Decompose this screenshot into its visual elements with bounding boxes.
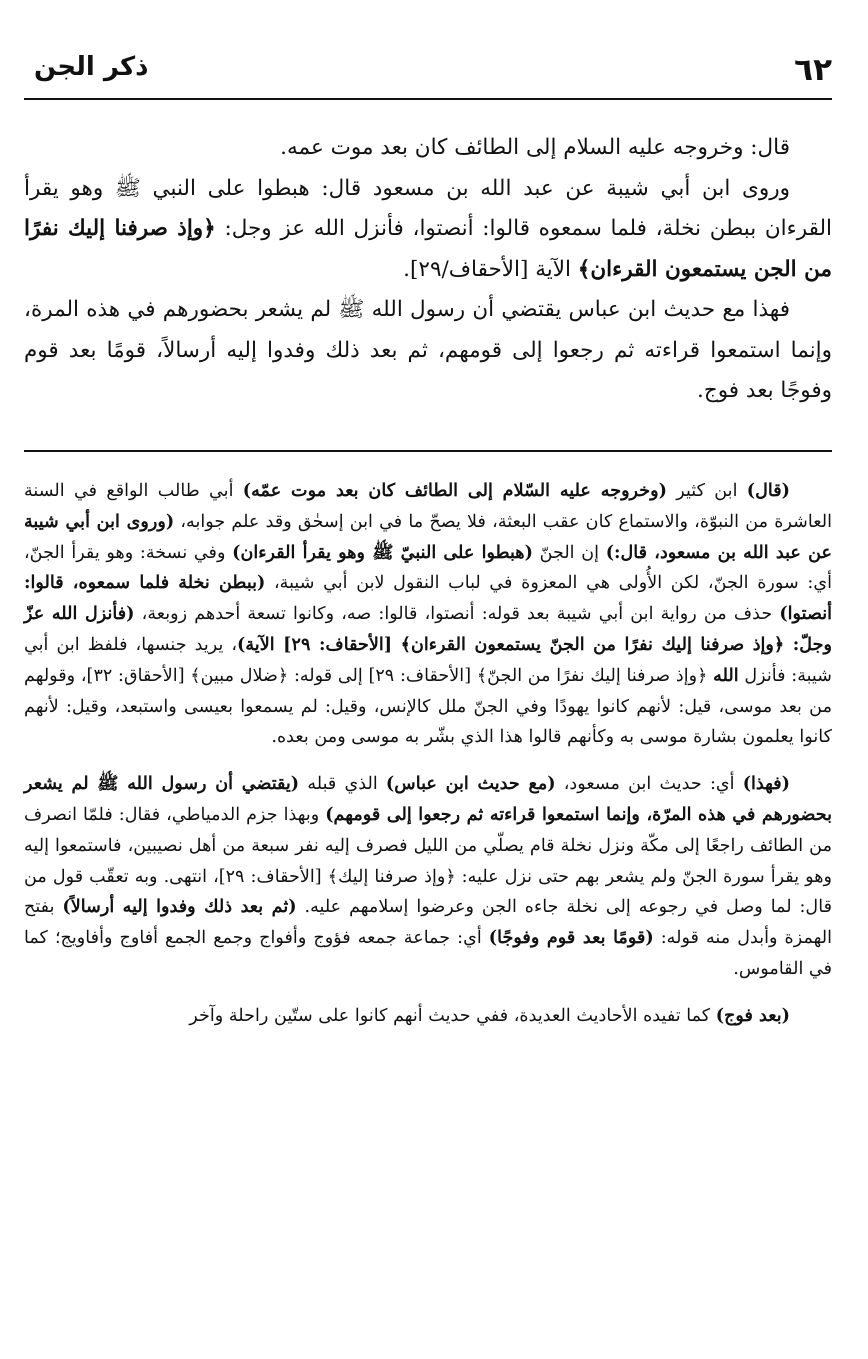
commentary-text: كما تفيده الأحاديث العديدة، ففي حديث أنهم كانوا على ستّين راحلة وآخر: [189, 1005, 716, 1026]
commentary-text: حذف من رواية ابن أبي شيبة بعد قوله: أنصتوا، قالوا: صه، وكانوا تسعة أحدهم زوبعة،: [134, 604, 780, 625]
commentary-quoted-text: (قومًا بعد قوم وفوجًا): [488, 927, 654, 949]
commentary-quoted-text: (ثم بعد ذلك وفدوا إليه أرسالاً): [62, 896, 297, 918]
commentary-quoted-text: (يقتضي أن رسول الله ﷺ لم يشعر بحضورهم في هذه المرّة، وإنما استمعوا قراءته ثم رجعوا إلى قومهم): [24, 773, 832, 825]
commentary-paragraph: [24, 476, 832, 753]
commentary-paragraph: [24, 1001, 832, 1032]
commentary-quoted-text: (مع حديث ابن عباس): [385, 773, 556, 795]
commentary-quoted-text: (ببطن نخلة فلما سمعوه، قالوا: أنصتوا): [24, 572, 832, 625]
main-paragraph-1: قال: وخروجه عليه السلام إلى الطائف كان بعد موت عمه.: [280, 135, 790, 160]
commentary-quoted-text: (فهذا): [742, 773, 791, 795]
commentary-quoted-text: (فأنزل الله عزّ وجلّ: ﴿وإذ صرفنا إليك نفرًا من الجنّ يستمعون القرءان﴾ [الأحقاف: ٢٩] الآية): [24, 603, 832, 655]
commentary-text: أبي طالب الواقع في السنة العاشرة من النبوّة، والاستماع كان عقب البعثة، فلا يصحّ ما في ابن إسحٰق وقد علم جوابه،: [24, 481, 832, 532]
separator-line: [24, 450, 832, 452]
commentary-text: أي: حديث ابن مسعود،: [555, 774, 743, 795]
commentary-text: الذي قبله: [299, 774, 386, 795]
running-title: ذكر الجن: [34, 52, 149, 82]
commentary-paragraph: [24, 769, 832, 985]
commentary-quoted-text: (وروى ابن أبي شيبة عن عبد الله بن مسعود، قال:): [24, 510, 832, 563]
commentary-text: ﴿وإذ صرفنا إليك نفرًا من الجنّ﴾ [الأحقاف: ٢٩] إلى قوله: ﴿ضلال مبين﴾ [الأحقاق: ٣٢]، وقولهم من بعد موسى، قيل: لأنهم كانوا يهودًا وفي الجنّ ملل كالإنس، وقيل: لم يسمعوا بعيسى واستبعد، وقيل: لأنهم كانوا يعلمون بشارة موسى به وكأنهم قالوا هذا الذي بشّر به موسى ومن بعده.: [24, 665, 832, 748]
commentary-text: إن الجنّ: [532, 542, 606, 563]
main-paragraph-3: فهذا مع حديث ابن عباس يقتضي أن رسول الله ﷺ لم يشعر بحضورهم في هذه المرة، وإنما استمعوا قراءته ثم رجعوا إلى قومهم، ثم بعد ذلك وفدوا إليه أرسالاً، قومًا بعد قوم وفوجًا بعد فوج.: [24, 297, 832, 403]
commentary-text: وبهذا جزم الدمياطي، فقال: فلمّا انصرف من الطائف راجعًا إلى مكّة ونزل نخلة قام يصلّي من الليل فصرف إليه نفر سبعة من أهل نصيبين، فاستمعوا إليه وهو يقرأ سورة الجنّ ولم يشعر بهم حتى نزل عليه: ﴿وإذ صرفنا إليك﴾ [الأحقاف: ٢٩]، انتهى. وبه تعقّب قول من قال: لما وصل في رجوعه إلى نخلة جاءه الجن وعرضوا إسلامهم عليه.: [24, 804, 832, 918]
verse-reference: الآية [الأحقاف/٢٩].: [403, 256, 578, 282]
commentary-text: ابن كثير: [666, 481, 747, 501]
page-number: ٦٢: [794, 52, 832, 88]
main-paragraph-2: [24, 169, 832, 291]
commentary-text: ، يريد جنسها، فلفظ ابن أبي شيبة: فأنزل: [24, 634, 832, 686]
commentary-quoted-text: (وخروجه عليه السّلام إلى الطائف كان بعد موت عمّه): [242, 480, 667, 501]
page-header: [24, 48, 832, 100]
commentary: [24, 476, 832, 1032]
commentary-quoted-text: (بعد فوج): [715, 1004, 790, 1026]
main-text-run: وروى ابن أبي شيبة عن عبد الله بن مسعود قال: هبطوا على النبي ﷺ وهو يقرأ القرءان ببطن نخلة، فلما سمعوه قالوا: أنصتوا، فأنزل الله عز وجل:: [24, 175, 833, 241]
commentary-quoted-text: الله: [713, 664, 739, 686]
main-text: [24, 128, 832, 412]
commentary-quoted-text: (هبطوا على النبيّ ﷺ وهو يقرأ القرءان): [232, 541, 533, 563]
quran-verse: ﴿وإذ صرفنا إليك نفرًا من الجن يستمعون القرءان﴾: [24, 216, 832, 282]
commentary-text: بفتح الهمزة وأبدل منه قوله:: [24, 897, 832, 949]
commentary-text: وفي نسخة: وهو يقرأ الجنّ، أي: سورة الجنّ، لكن الأُولى هي المعزوة في لباب النقول لابن أبي شيبة،: [24, 542, 832, 594]
commentary-quoted-text: (قال): [746, 480, 790, 501]
commentary-text: أي: جماعة جمعه فؤوج وأفواج وجمع الجمع أفاوج وأفاويج؛ كما في القاموس.: [24, 928, 832, 979]
